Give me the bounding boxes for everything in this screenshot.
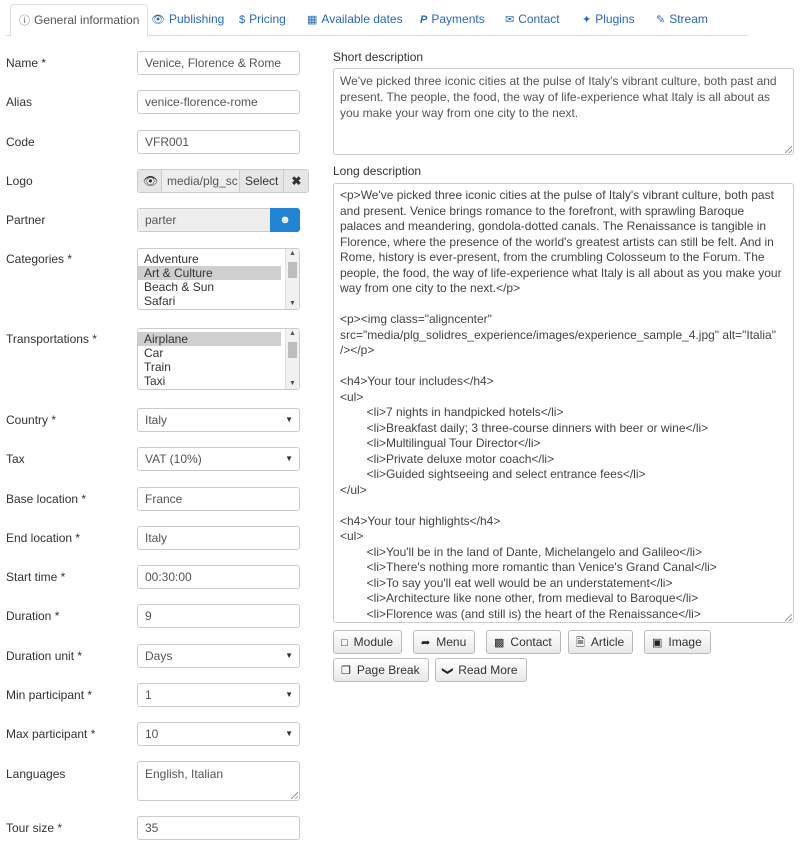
tab-pricing[interactable]: [239, 4, 286, 36]
country-label: Country *: [6, 413, 57, 427]
tab-label: Contact: [518, 12, 560, 26]
short-description-label: Short description: [333, 50, 424, 64]
list-option[interactable]: Taxi: [144, 374, 166, 388]
tab-stream[interactable]: [656, 4, 708, 36]
caret-down-icon: ▼: [285, 729, 293, 738]
user-icon[interactable]: ☻: [270, 208, 300, 232]
base-location-input[interactable]: France: [137, 487, 300, 511]
share-icon: ➦: [421, 637, 431, 649]
list-option-selected[interactable]: Airplane: [138, 332, 281, 346]
tab-label: Plugins: [595, 12, 635, 26]
country-select[interactable]: [137, 408, 300, 432]
button-label: Read More: [458, 663, 518, 677]
long-description-label: Long description: [333, 164, 422, 178]
button-label: Contact: [510, 635, 552, 649]
resize-handle-icon[interactable]: [785, 614, 792, 621]
page-break-button[interactable]: [333, 658, 429, 682]
button-label: Image: [668, 635, 702, 649]
tab-payments[interactable]: [420, 4, 485, 36]
scroll-thumb[interactable]: [288, 342, 297, 358]
tab-bar: [6, 4, 748, 36]
scroll-down-icon[interactable]: ▼: [289, 380, 296, 387]
logo-media-field: [137, 169, 309, 193]
min-participant-label: Min participant *: [6, 688, 93, 702]
max-participant-select[interactable]: [137, 722, 300, 746]
categories-listbox[interactable]: [137, 248, 300, 310]
alias-input[interactable]: venice-florence-rome: [137, 90, 300, 114]
dollar-icon: $: [239, 14, 246, 26]
select-value: Italy: [145, 413, 168, 427]
scroll-up-icon[interactable]: ▲: [289, 330, 296, 337]
partner-input[interactable]: parter: [137, 208, 270, 232]
select-value: VAT (10%): [145, 452, 202, 466]
button-label: Menu: [436, 635, 467, 649]
file-icon: 🗎: [576, 637, 585, 649]
list-option[interactable]: [138, 308, 281, 310]
textarea-value: We've picked three iconic cities at the pulse of Italy's vibrant culture, both past and present. The people, the food, the way of life-experience what Italy is all about as you make your way from one city to the next.: [340, 74, 777, 120]
tab-label: Publishing: [168, 12, 225, 26]
chevron-down-icon: ❯: [441, 666, 454, 676]
eye-icon[interactable]: 👁: [138, 170, 162, 192]
short-description-textarea[interactable]: [333, 68, 794, 155]
scroll-up-icon[interactable]: ▲: [289, 250, 296, 257]
address-book-icon: ▩: [494, 637, 505, 649]
tab-plugins[interactable]: [582, 4, 635, 36]
tab-general-information[interactable]: [10, 4, 148, 37]
close-icon[interactable]: ✖: [284, 170, 308, 192]
transportations-label: Transportations *: [6, 332, 97, 346]
base-location-label: Base location *: [6, 492, 87, 506]
scrollbar[interactable]: [285, 329, 299, 389]
partner-label: Partner: [6, 213, 46, 227]
tour-size-label: Tour size *: [6, 821, 63, 835]
eye-icon: 👁: [151, 14, 165, 26]
list-option[interactable]: Safari: [144, 294, 176, 308]
code-label: Code: [6, 135, 35, 149]
duration-unit-select[interactable]: [137, 644, 300, 668]
categories-label: Categories *: [6, 252, 73, 266]
resize-handle-icon[interactable]: [785, 146, 792, 153]
duration-input[interactable]: 9: [137, 604, 300, 628]
caret-down-icon: ▼: [285, 651, 293, 660]
tab-label: Payments: [431, 12, 485, 26]
tab-label: Pricing: [249, 12, 286, 26]
list-option-selected[interactable]: Art & Culture: [138, 266, 281, 280]
envelope-icon: ✉: [505, 14, 515, 26]
tour-size-input[interactable]: 35: [137, 816, 300, 840]
caret-down-icon: ▼: [285, 690, 293, 699]
list-option[interactable]: Beach & Sun: [144, 280, 215, 294]
tab-label: Available dates: [321, 12, 403, 26]
transportations-listbox[interactable]: [137, 328, 300, 390]
tax-label: Tax: [6, 452, 25, 466]
tax-select[interactable]: [137, 447, 300, 471]
image-button[interactable]: [644, 630, 711, 654]
logo-label: Logo: [6, 174, 33, 188]
select-value: 10: [145, 727, 159, 741]
list-option[interactable]: Train: [144, 360, 171, 374]
module-icon: □: [341, 637, 348, 649]
select-value: Days: [145, 649, 173, 663]
logo-path-input[interactable]: media/plg_sc: [162, 170, 240, 192]
calendar-icon: ▦: [307, 14, 318, 26]
end-location-label: End location *: [6, 531, 81, 545]
button-label: Article: [590, 635, 625, 649]
contact-button[interactable]: [486, 630, 561, 654]
tab-label: General information: [34, 13, 140, 27]
start-time-input[interactable]: 00:30:00: [137, 565, 300, 589]
select-button[interactable]: Select: [240, 170, 284, 192]
resize-handle-icon[interactable]: [291, 792, 298, 799]
languages-textarea[interactable]: [137, 761, 300, 801]
module-button[interactable]: [333, 630, 402, 654]
textarea-value: English, Italian: [145, 767, 224, 781]
read-more-button[interactable]: [435, 658, 527, 682]
list-option[interactable]: Adventure: [144, 252, 199, 266]
button-label: Page Break: [356, 663, 420, 677]
select-value: 1: [145, 688, 152, 702]
caret-down-icon: ▼: [285, 415, 293, 424]
tab-contact[interactable]: [505, 4, 560, 36]
scroll-down-icon[interactable]: ▼: [289, 300, 296, 307]
copy-icon: ❐: [341, 665, 351, 677]
list-option[interactable]: [138, 388, 281, 390]
article-button[interactable]: [568, 630, 633, 654]
long-description-textarea[interactable]: [333, 183, 794, 623]
max-participant-label: Max participant *: [6, 727, 96, 741]
plug-icon: ✦: [582, 14, 592, 26]
scrollbar[interactable]: [285, 249, 299, 309]
pencil-icon: ✎: [656, 14, 666, 26]
list-option[interactable]: Car: [144, 346, 164, 360]
menu-button[interactable]: [413, 630, 475, 654]
start-time-label: Start time *: [6, 570, 66, 584]
name-label: Name *: [6, 56, 47, 70]
button-label: Module: [353, 635, 394, 649]
name-input[interactable]: Venice, Florence & Rome: [137, 51, 300, 75]
tab-label: Stream: [669, 12, 708, 26]
duration-label: Duration *: [6, 609, 60, 623]
paypal-icon: P: [420, 14, 428, 26]
tab-publishing[interactable]: [151, 4, 224, 36]
min-participant-select[interactable]: [137, 683, 300, 707]
image-icon: ▣: [652, 637, 663, 649]
alias-label: Alias: [6, 95, 33, 109]
languages-label: Languages: [6, 767, 66, 781]
tab-available-dates[interactable]: [307, 4, 403, 36]
scroll-thumb[interactable]: [288, 262, 297, 278]
duration-unit-label: Duration unit *: [6, 649, 83, 663]
textarea-value: <p>We've picked three iconic cities at the pulse of Italy's vibrant culture, both past and present. Venice brings romance to the forefront, with sprawling Baroque palaces and meandering, gondola-dotted canals. The Renaissance is tangible in Florence, where the presence of the world's greatest artists can still be felt. And in Rome, history is ever-present, from the crumbling Colosseum to the Forum. The people, the food, the way of life-experience what Italy is all about as you make your way from one city to the next.</p> <p><img class="aligncenter" src="media/plg_solidres_experience/images/experience_sample_4.jpg" alt="Italia" /></p> <h4>Your tour includes</h4> <ul> <li>7 nights in handpicked hotels</li> <li>Breakfast daily; 3 three-course dinners with beer or wine</li> <li>Multilingual Tour Director</li> <li>Private deluxe motor coach</li> <li>Guided sightseeing and select entrance fees</li> </ul> <h4>Your tour highlights</h4> <ul> <li>You'll be in the land of Dante, Michelangelo and Galileo</li> <li>There's nothing more romantic than Venice's Grand Canal</li> <li>To say you'll eat well would be an understatement</li> <li>Architecture like none other, from medieval to Baroque</li> <li>Florence was (and still is) the heart of the Renaissance</li>: [340, 188, 782, 621]
info-icon: ⓘ: [19, 15, 30, 27]
end-location-input[interactable]: Italy: [137, 526, 300, 550]
caret-down-icon: ▼: [285, 454, 293, 463]
partner-field: [137, 208, 300, 232]
code-input[interactable]: VFR001: [137, 130, 300, 154]
